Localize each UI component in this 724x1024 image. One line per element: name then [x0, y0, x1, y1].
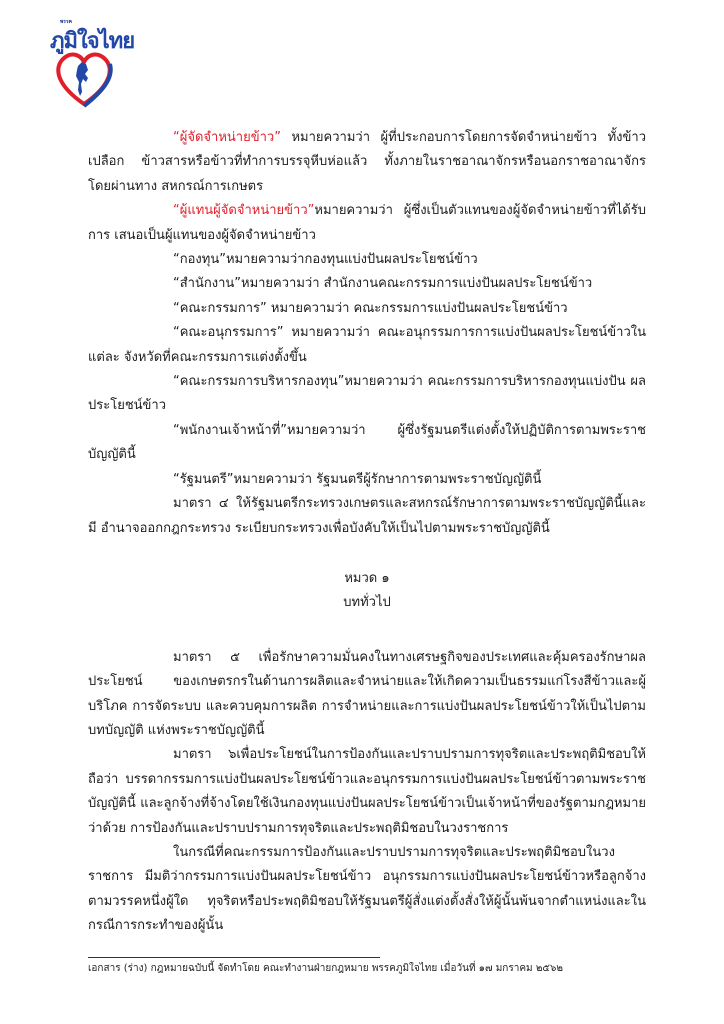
term-rice-distributor: “ผู้จัดจำหน่ายข้าว”	[173, 130, 281, 145]
footnote: เอกสาร (ร่าง) กฎหมายฉบับนี้ จัดทำโดย คณะทำงานฝ่ายกฎหมาย พรรคภูมิใจไทย เมื่อวันที่ ๑๗ มกราคม ๒๕๖๒	[88, 963, 563, 974]
definition-committee: “คณะกรรมการ” หมายความว่า คณะกรรมการแบ่งปันผลประโยชน์ข้าว	[173, 300, 568, 316]
section-6: มาตรา ๖เพื่อประโยชน์ในการป้องกันและปราบปรามการทุจริตและประพฤติมิชอบให้ถือว่า บรรดากรรมการแบ่งปันผลประโยชน์ข้าวและอนุกรรมการแบ่งปันผลประโยชน์ข้าวตามพระราชบัญญัตินี้ และลูกจ้างที่จ้างโดยใช้เงินกองทุนแบ่งปันผลประโยชน์ข้าวเป็นเจ้าหน้าที่ของรัฐตามกฎหมายว่าด้วย การป้องกันและปราบปรามการทุจริตและประพฤติมิชอบในวงราชการ	[88, 747, 646, 836]
definition-fund: “กองทุน”หมายความว่ากองทุนแบ่งปันผลประโยชน์ข้าว	[173, 252, 478, 268]
party-logo	[50, 18, 135, 110]
document-body	[88, 126, 646, 939]
definition-minister: “รัฐมนตรี”หมายความว่า รัฐมนตรีผู้รักษาการตามพระราชบัญญัตินี้	[173, 471, 542, 487]
definition-distributor-representative: “ผู้แทนผู้จัดจำหน่ายข้าว”หมายความว่า ผู้ซึ่งเป็นตัวแทนของผู้จัดจำหน่ายข้าวที่ได้รับการ เสนอเป็นผู้แทนของผู้จัดจำหน่ายข้าว	[88, 203, 646, 243]
definition-subcommittee: “คณะอนุกรรมการ” หมายความว่า คณะอนุกรรมการการแบ่งปันผลประโยชน์ข้าวในแต่ละ จังหวัดที่คณะกรรมการแต่งตั้งขึ้น	[88, 325, 646, 365]
term-distributor-representative: “ผู้แทนผู้จัดจำหน่ายข้าว”	[173, 203, 315, 219]
definition-rice-distributor: “ผู้จัดจำหน่ายข้าว” หมายความว่า ผู้ที่ประกอบการโดยการจัดจำหน่ายข้าว ทั้งข้าวเปลือก ข้าวสารหรือข้าวที่ทำการบรรจุหีบห่อแล้ว ทั้งภายในราชอาณาจักรหรือนอกราชอาณาจักร โดยผ่านทาง สหกรณ์การเกษตร	[88, 130, 646, 194]
section-4: มาตรา ๔ ให้รัฐมนตรีกระทรวงเกษตรและสหกรณ์รักษาการตามพระราชบัญญัตินี้และมี อำนาจออกกฎกระทรวง ระเบียบกระทรวงเพื่อบังคับให้เป็นไปตามพระราชบัญญัตินี้	[88, 496, 646, 536]
logo-name: ภูมิใจไทย	[50, 29, 135, 54]
definition-officer: “พนักงานเจ้าหน้าที่”หมายความว่า ผู้ซึ่งรัฐมนตรีแต่งตั้งให้ปฏิบัติการตามพระราชบัญญัตินี้	[88, 422, 646, 463]
logo-small-text: พรรค	[60, 19, 73, 25]
definition-office: “สำนักงาน”หมายความว่า สำนักงานคณะกรรมการแบ่งปันผลประโยชน์ข้าว	[173, 276, 593, 292]
spacer	[88, 541, 646, 567]
section-5: มาตรา ๕ เพื่อรักษาความมั่นคงในทางเศรษฐกิจของประเทศและคุ้มครองรักษาผลประโยชน์ ของเกษตรกรในด้านการผลิตและจำหน่ายและให้เกิดความเป็นธรรมแก่โรงสีข้าวและผู้บริโภค การจัดระบบ และควบคุมการผลิต การจำหน่ายและการแบ่งปันผลประโยชน์ข้าวให้เป็นไปตามบทบัญญัติ แห่งพระราชบัญญัตินี้	[88, 649, 646, 738]
heart-map-icon	[52, 48, 116, 108]
definition-fund-board: “คณะกรรมการบริหารกองทุน”หมายความว่า คณะกรรมการบริหารกองทุนแบ่งปัน ผลประโยชน์ข้าว	[88, 374, 646, 414]
chapter-heading: หมวด ๑	[344, 570, 390, 586]
section-6-paragraph-2: ในกรณีที่คณะกรรมการป้องกันและปราบปรามการทุจริตและประพฤติมิชอบในวงราชการ มีมติว่ากรรมการแบ่งปันผลประโยชน์ข้าว อนุกรรมการแบ่งปันผลประโยชน์ข้าวหรือลูกจ้างตามวรรคหนึ่งผู้ใด ทุจริตหรือประพฤติมิชอบให้รัฐมนตรีผู้สั่งแต่งตั้งสั่งให้ผู้นั้นพ้นจากตำแหน่งและในกรณีการกระทำของผู้นั้น	[88, 844, 646, 934]
footnote-divider	[88, 957, 380, 958]
spacer	[88, 616, 646, 646]
chapter-title: บททั่วไป	[343, 595, 391, 611]
